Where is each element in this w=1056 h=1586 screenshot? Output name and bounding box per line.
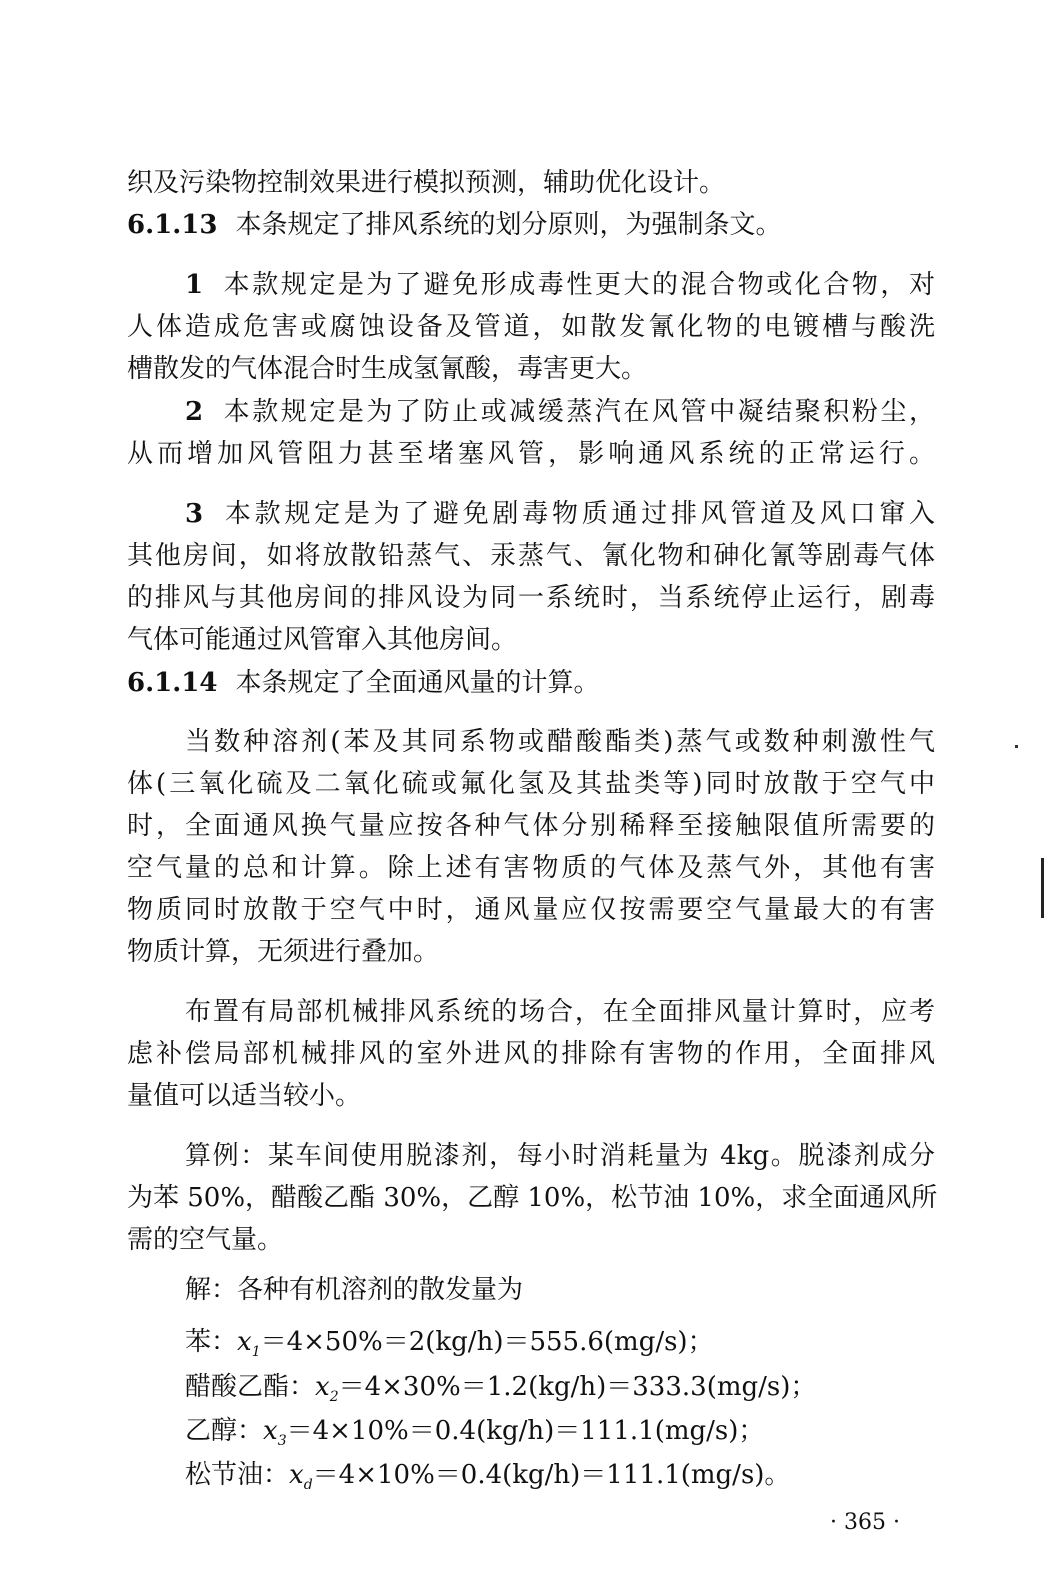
- formula-name: 醋酸乙酯：: [185, 1372, 316, 1402]
- line-text: 体(三氧化硫及二氧化硫或氟化氢及其盐类等)同时放散于空气中: [127, 769, 935, 799]
- text-line: [127, 166, 935, 200]
- formula-line: [185, 1325, 935, 1369]
- line-text: 从而增加风管阻力甚至堵塞风管，影响通风系统的正常运行。: [127, 439, 935, 469]
- line-text: 其他房间，如将放散铅蒸气、汞蒸气、氰化物和砷化氰等剧毒气体: [127, 541, 935, 571]
- line-text: 为苯 50%，醋酸乙酯 30%，乙醇 10%，松节油 10%，求全面通风所: [127, 1183, 938, 1213]
- formula-line: [185, 1414, 935, 1458]
- formula-line: [185, 1370, 935, 1414]
- line-text: 本条规定了全面通风量的计算。: [235, 668, 600, 698]
- text-line: [185, 725, 935, 759]
- clause-number: 6.1.14: [127, 668, 218, 698]
- formula-sub: 3: [277, 1433, 287, 1450]
- text-line: [185, 497, 935, 531]
- text-line: [127, 935, 935, 969]
- text-line: [127, 539, 935, 573]
- line-text: 算例：某车间使用脱漆剂，每小时消耗量为 4kg。脱漆剂成分: [185, 1141, 935, 1171]
- formula-var: x: [237, 1327, 252, 1357]
- line-text: 解：各种有机溶剂的散发量为: [185, 1275, 524, 1305]
- line-text: 本款规定是为了防止或减缓蒸汽在风管中凝结聚积粉尘，: [221, 397, 935, 427]
- line-text: 本款规定是为了避免剧毒物质通过排风管道及风口窜入: [221, 499, 935, 529]
- text-line: [127, 1223, 935, 1257]
- text-line: [127, 352, 935, 386]
- margin-change-bar: [1041, 858, 1044, 918]
- line-text: 人体造成危害或腐蚀设备及管道，如散发氰化物的电镀槽与酸洗: [127, 312, 935, 342]
- formula-name: 苯：: [185, 1327, 238, 1357]
- formula-var: x: [289, 1460, 304, 1490]
- text-line: [127, 437, 935, 471]
- line-text: 的排风与其他房间的排风设为同一系统时，当系统停止运行，剧毒: [127, 583, 935, 613]
- text-line: [127, 851, 935, 885]
- formula-sub: d: [303, 1477, 313, 1494]
- line-text: 槽散发的气体混合时生成氢氰酸，毒害更大。: [127, 354, 648, 384]
- formula-var: x: [263, 1416, 278, 1446]
- text-line: [127, 310, 935, 344]
- text-line: [127, 1037, 935, 1071]
- text-line: [127, 767, 935, 801]
- line-text: 需的空气量。: [127, 1225, 284, 1255]
- clause-number: 3: [185, 499, 204, 529]
- text-line: [185, 268, 935, 302]
- scan-speck: [1015, 745, 1018, 748]
- text-line: [127, 666, 935, 700]
- formula-name: 乙醇：: [185, 1416, 264, 1446]
- line-text: 时，全面通风换气量应按各种气体分别稀释至接触限值所需要的: [127, 811, 935, 841]
- formula-expr: ＝4×50%＝2(kg/h)＝555.6(mg/s)；: [260, 1327, 714, 1357]
- clause-number: 6.1.13: [127, 210, 218, 240]
- line-text: 布置有局部机械排风系统的场合，在全面排风量计算时，应考: [185, 997, 935, 1027]
- formula-expr: ＝4×30%＝1.2(kg/h)＝333.3(mg/s)；: [338, 1372, 817, 1402]
- formula-sub: 2: [329, 1389, 339, 1406]
- formula-expr: ＝4×10%＝0.4(kg/h)＝111.1(mg/s)；: [286, 1416, 765, 1446]
- formula-var: x: [315, 1372, 330, 1402]
- line-text: 织及污染物控制效果进行模拟预测，辅助优化设计。: [127, 168, 726, 198]
- line-text: 气体可能通过风管窜入其他房间。: [127, 625, 518, 655]
- page-number: · 365 ·: [830, 1510, 900, 1535]
- line-text: 当数种溶剂(苯及其同系物或醋酸酯类)蒸气或数种刺激性气: [185, 727, 935, 757]
- text-line: [127, 1079, 935, 1113]
- text-line: [127, 208, 935, 242]
- line-text: 量值可以适当较小。: [127, 1081, 362, 1111]
- text-line: [127, 1181, 938, 1215]
- text-line: [185, 1139, 935, 1173]
- clause-number: 2: [185, 397, 204, 427]
- text-line: [185, 995, 935, 1029]
- line-text: 空气量的总和计算。除上述有害物质的气体及蒸气外，其他有害: [127, 853, 935, 883]
- line-text: 本款规定是为了避免形成毒性更大的混合物或化合物，对: [221, 270, 935, 300]
- formula-name: 松节油：: [185, 1460, 290, 1490]
- text-line: [127, 581, 935, 615]
- line-text: 本条规定了排风系统的划分原则，为强制条文。: [235, 210, 782, 240]
- formula-sub: 1: [251, 1344, 261, 1361]
- line-text: 虑补偿局部机械排风的室外进风的排除有害物的作用，全面排风: [127, 1039, 935, 1069]
- formula-expr: ＝4×10%＝0.4(kg/h)＝111.1(mg/s)。: [312, 1460, 791, 1490]
- line-text: 物质计算，无须进行叠加。: [127, 937, 440, 967]
- text-line: [185, 1273, 935, 1307]
- text-line: [127, 809, 935, 843]
- text-line: [127, 893, 935, 927]
- text-line: [185, 395, 935, 429]
- formula-line: [185, 1458, 935, 1502]
- line-text: 物质同时放散于空气中时，通风量应仅按需要空气量最大的有害: [127, 895, 935, 925]
- text-line: [127, 623, 935, 657]
- clause-number: 1: [185, 270, 204, 300]
